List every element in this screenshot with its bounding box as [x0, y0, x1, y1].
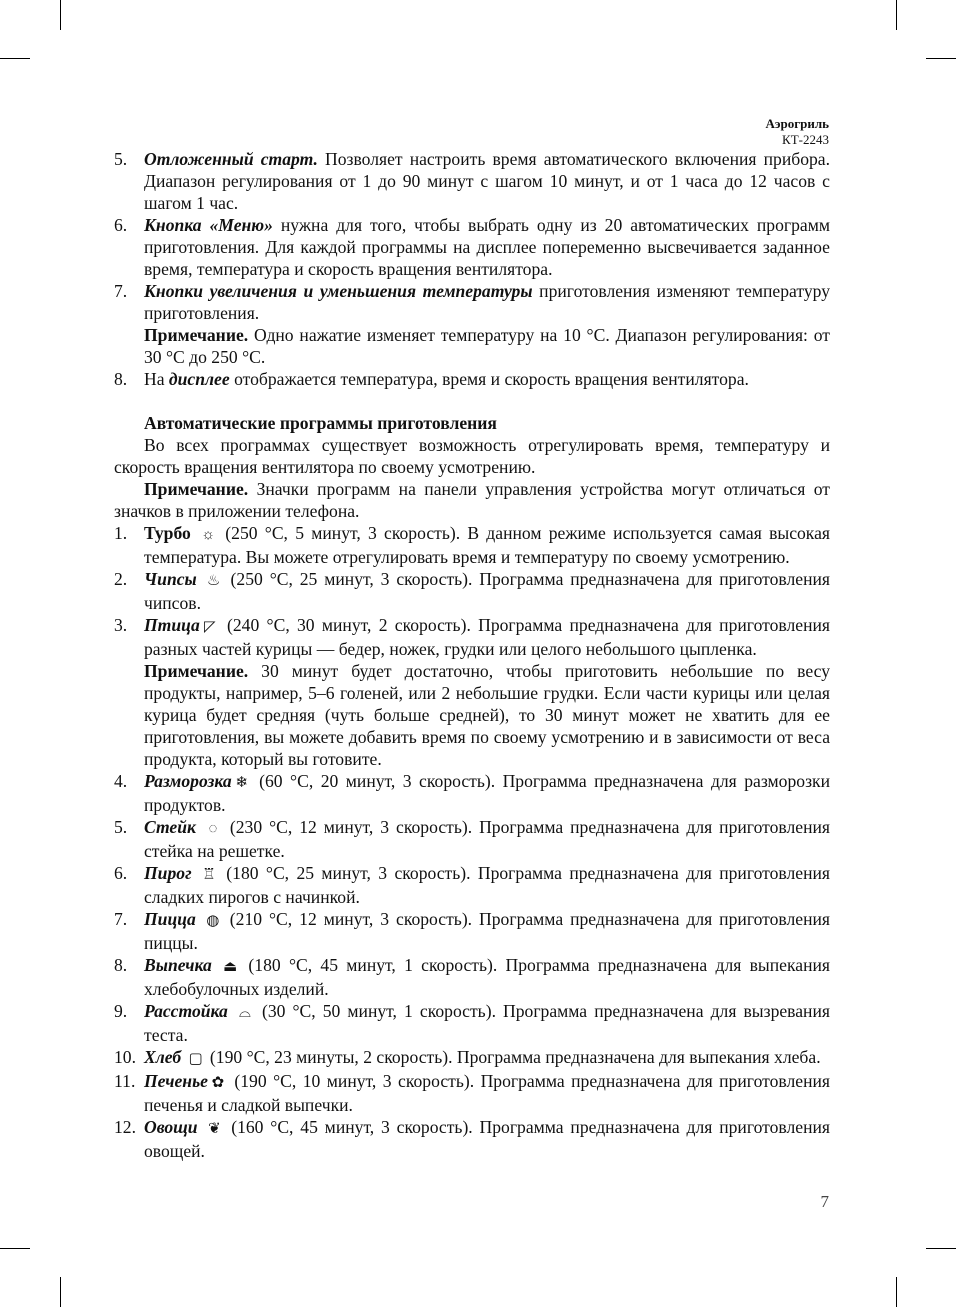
steak-icon: ◌: [208, 821, 218, 837]
item-pre: На: [144, 369, 169, 389]
note-text: 30 минут будет достаточно, чтобы приготовить небольшие по весу продукты, например, 5–6 голеней, или 2 небольшие грудки. Если части курицы или целая курица будет средняя (чуть больше средней), то 30 минут может не хватить для ее приготовления, вы можете добавить время по своему усмотрению и в зависимости от веса продукта, который вы готовите.: [144, 661, 830, 769]
item-text: [144, 1070, 830, 1116]
program-desc: (60 °С, 20 минут, 3 скорость). Программа предназначена для разморозки продуктов.: [144, 771, 830, 815]
program-item: [114, 908, 830, 954]
program-item: [114, 522, 830, 568]
list-item: [114, 148, 830, 214]
program-name: Турбо: [144, 523, 191, 543]
program-name: Пирог: [144, 863, 192, 883]
program-item: [114, 1046, 830, 1070]
program-desc: (190 °С, 10 минут, 3 скорость). Программа предназначена для приготовления печенья и сладкой выпечки.: [144, 1071, 830, 1115]
item-number: 9.: [114, 1001, 128, 1021]
item-rest: отображается температура, время и скорость вращения вентилятора.: [229, 369, 749, 389]
item-number: 6.: [114, 215, 128, 235]
program-name: Разморозка: [144, 771, 232, 791]
program-name: Хлеб: [144, 1047, 182, 1067]
crop-mark: [60, 1277, 61, 1307]
program-desc: (30 °С, 50 минут, 1 скорость). Программа предназначена для вызревания теста.: [144, 1001, 830, 1045]
crop-mark: [926, 1248, 956, 1249]
vegetables-icon: ❦: [208, 1121, 221, 1137]
item-text: [144, 908, 830, 954]
turbo-icon: ☼: [201, 527, 215, 543]
item-text: [144, 614, 830, 660]
item-text: [144, 522, 830, 568]
item-text: [144, 862, 830, 908]
item-text: [144, 954, 830, 1000]
item-number: 12.: [114, 1117, 136, 1137]
list-item: [114, 280, 830, 324]
header-model: КТ-2243: [782, 132, 829, 147]
item-text: [144, 770, 830, 816]
item-lead: Отложенный старт.: [144, 149, 318, 169]
item-text: [144, 148, 830, 214]
program-item: [114, 1116, 830, 1162]
list-item: [114, 368, 830, 390]
crop-mark: [896, 0, 897, 30]
page-number: 7: [820, 1192, 829, 1211]
program-item: [114, 1000, 830, 1046]
program-name: Пицца: [144, 909, 196, 929]
program-item: [114, 568, 830, 614]
note-label: Примечание.: [144, 479, 249, 499]
item-text: [144, 568, 830, 614]
program-name: Расстойка: [144, 1001, 228, 1021]
item-text: [144, 280, 830, 324]
note-temperature: [114, 324, 830, 368]
item-text: [144, 214, 830, 280]
item-number: 5.: [114, 149, 128, 169]
section-intro: Во всех программах существует возможность отрегулировать время, температуру и скорость вращения вентилятора по своему усмотрению.: [114, 435, 830, 477]
defrost-icon: ❄: [235, 775, 248, 791]
note-icons: [114, 478, 830, 522]
chips-icon: ♨: [206, 573, 221, 589]
running-header: [765, 116, 829, 148]
program-item: [114, 862, 830, 908]
program-name: Стейк: [144, 817, 196, 837]
item-number: 10.: [114, 1047, 136, 1067]
crop-mark: [60, 0, 61, 30]
crop-mark: [0, 58, 30, 59]
item-number: 8.: [114, 955, 128, 975]
program-name: Выпечка: [144, 955, 212, 975]
item-number: 6.: [114, 863, 128, 883]
item-number: 3.: [114, 615, 128, 635]
program-item: [114, 816, 830, 862]
crop-mark: [926, 58, 956, 59]
program-desc: (240 °С, 30 минут, 2 скорость). Программа предназначена для приготовления разных частей курицы — бедер, ножек, грудки или целого небольшого цыпленка.: [144, 615, 830, 659]
poultry-icon: ◸: [203, 619, 216, 635]
program-name: Печенье: [144, 1071, 208, 1091]
header-title: Аэрогриль: [765, 116, 829, 131]
proofing-icon: ⌓: [238, 1005, 251, 1021]
crop-mark: [0, 1248, 30, 1249]
program-desc: (180 °С, 45 минут, 1 скорость). Программа предназначена для выпекания хлебобулочных изделий.: [144, 955, 830, 999]
program-desc: (230 °С, 12 минут, 3 скорость). Программа предназначена для приготовления стейка на решетке.: [144, 817, 830, 861]
program-desc: (250 °С, 25 минут, 3 скорость). Программа предназначена для приготовления чипсов.: [144, 569, 831, 613]
item-number: 7.: [114, 909, 128, 929]
item-lead: Кнопка «Меню»: [144, 215, 273, 235]
item-number: 4.: [114, 771, 128, 791]
cookie-icon: ✿: [211, 1075, 225, 1091]
note-label: Примечание.: [144, 325, 249, 345]
item-number: 1.: [114, 523, 128, 543]
program-desc: (160 °С, 45 минут, 3 скорость). Программа предназначена для приготовления овощей.: [144, 1117, 830, 1161]
note-label: Примечание.: [144, 661, 249, 681]
program-item: [114, 954, 830, 1000]
note-text: Значки программ на панели управления устройства могут отличаться от значков в приложении телефона.: [114, 479, 830, 521]
item-number: 8.: [114, 369, 128, 389]
crop-mark: [896, 1277, 897, 1307]
item-rest: нужна для того, чтобы выбрать одну из 20 автоматических программ приготовления. Для каждой программы на дисплее попеременно высвечивается заданное время, температура и скорость вращения вентилятора.: [144, 215, 830, 279]
item-lead: дисплее: [168, 369, 230, 389]
program-desc: (210 °С, 12 минут, 3 скорость). Программа предназначена для приготовления пиццы.: [144, 909, 830, 953]
item-text: [144, 1116, 830, 1162]
item-rest: приготовления изменяют температуру приготовления.: [144, 281, 830, 323]
section-heading: Автоматические программы приготовления: [144, 413, 497, 433]
item-text: [144, 368, 830, 390]
item-text: [144, 1000, 830, 1046]
item-number: 2.: [114, 569, 128, 589]
bread-icon: ▢: [188, 1051, 203, 1067]
item-lead: Кнопки увеличения и уменьшения температуры: [144, 281, 533, 301]
item-number: 7.: [114, 281, 128, 301]
item-text: [144, 816, 830, 862]
note-text: Одно нажатие изменяет температуру на 10 °С. Диапазон регулирования: от 30 °С до 250 °С.: [144, 325, 830, 367]
list-item: [114, 214, 830, 280]
item-number: 5.: [114, 817, 128, 837]
item-text: [144, 1046, 830, 1070]
program-item: [114, 770, 830, 816]
page-body: [114, 148, 830, 1162]
program-desc: (190 °С, 23 минуты, 2 скорость). Программа предназначена для выпекания хлеба.: [205, 1047, 821, 1067]
program-name: Овощи: [144, 1117, 198, 1137]
program-desc: (250 °С, 5 минут, 3 скорость). В данном режиме используется самая высокая температура. Вы можете отрегулировать время и температуру по своему усмотрению.: [144, 523, 830, 567]
pizza-icon: ◍: [206, 913, 220, 929]
note-poultry: [114, 660, 830, 770]
program-name: Чипсы: [144, 569, 197, 589]
item-number: 11.: [114, 1071, 136, 1091]
spacer: [114, 390, 830, 412]
pie-icon: ♖: [202, 867, 216, 883]
program-name: Птица: [144, 615, 200, 635]
program-item: [114, 614, 830, 660]
program-desc: (180 °С, 25 минут, 3 скорость). Программа предназначена для приготовления сладких пирогов с начинкой.: [144, 863, 830, 907]
baking-icon: ⏏: [223, 959, 238, 975]
item-rest: Позволяет настроить время автоматического включения прибора. Диапазон регулирования от 1 до 90 минут с шагом 10 минут, и от 1 часа до 12 часов с шагом 1 час.: [144, 149, 830, 213]
program-item: [114, 1070, 830, 1116]
